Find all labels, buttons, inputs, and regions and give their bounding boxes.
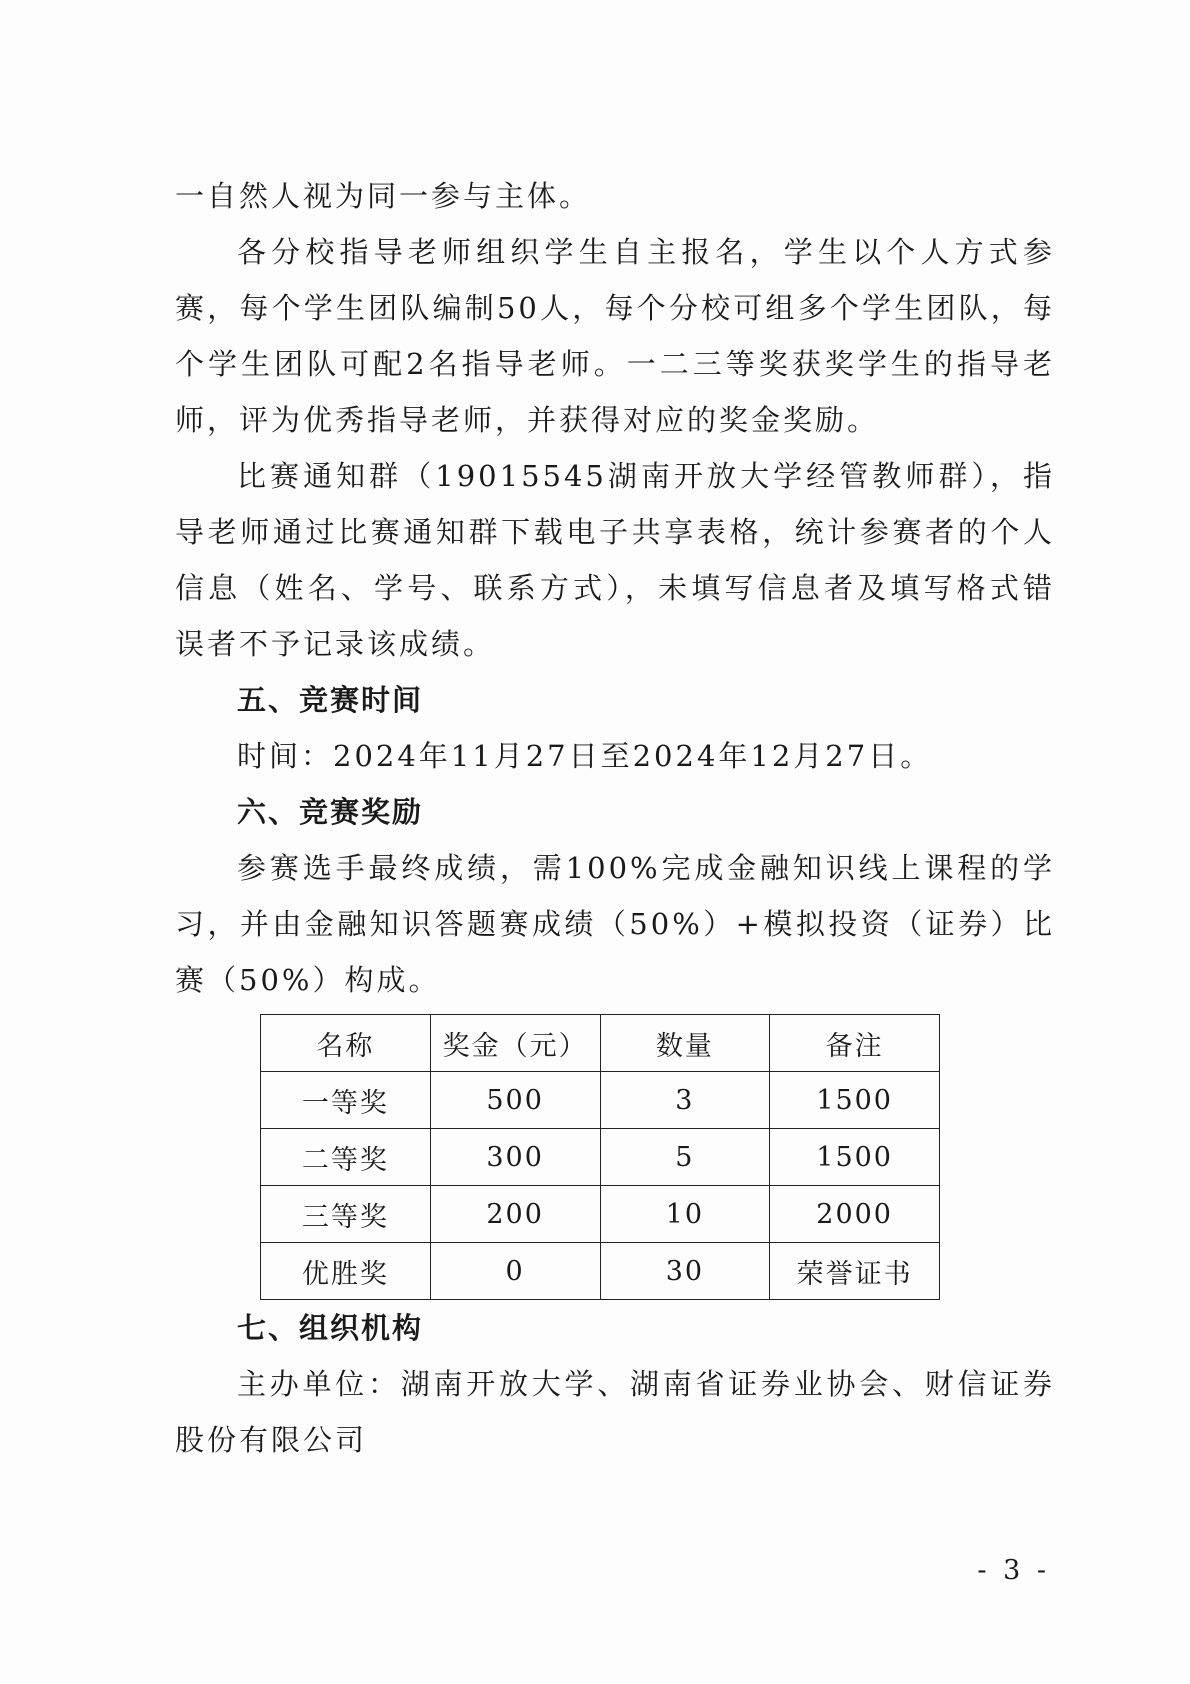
cell-remarks: 2000: [770, 1186, 940, 1243]
cell-quantity: 30: [600, 1243, 770, 1300]
cell-quantity: 3: [600, 1072, 770, 1129]
cell-quantity: 5: [600, 1129, 770, 1186]
heading-competition-time: 五、竞赛时间: [237, 683, 424, 717]
header-remarks: 备注: [770, 1015, 940, 1072]
cell-remarks: 1500: [770, 1072, 940, 1129]
table-row: [261, 1243, 940, 1300]
cell-remarks: 荣誉证书: [770, 1243, 940, 1300]
awards-table-wrapper: [260, 1014, 940, 1300]
header-prize-money: 奖金（元）: [430, 1015, 600, 1072]
paragraph-registration: 各分校指导老师组织学生自主报名，学生以个人方式参赛，每个学生团队编制50人，每个分校可组多个学生团队，每个学生团队可配2名指导老师。一二三等奖获奖学生的指导老师，评为优秀指导老师，并获得对应的奖金奖励。: [175, 235, 1055, 437]
cell-name: 优胜奖: [261, 1243, 431, 1300]
cell-name: 一等奖: [261, 1072, 431, 1129]
cell-prize-money: 300: [430, 1129, 600, 1186]
header-name: 名称: [261, 1015, 431, 1072]
cell-prize-money: 200: [430, 1186, 600, 1243]
heading-organization: 七、组织机构: [237, 1311, 424, 1345]
cell-quantity: 10: [600, 1186, 770, 1243]
paragraph-notification-group: 比赛通知群（19015545湖南开放大学经管教师群），指导老师通过比赛通知群下载电子共享表格，统计参赛者的个人信息（姓名、学号、联系方式），未填写信息者及填写格式错误者不予记录该成绩。: [175, 459, 1055, 661]
table-row: [261, 1186, 940, 1243]
table-header-row: [261, 1015, 940, 1072]
cell-prize-money: 500: [430, 1072, 600, 1129]
header-quantity: 数量: [600, 1015, 770, 1072]
paragraph-competition-awards: 参赛选手最终成绩，需100%完成金融知识线上课程的学习，并由金融知识答题赛成绩（50%）+模拟投资（证券）比赛（50%）构成。: [175, 851, 1055, 997]
cell-name: 二等奖: [261, 1129, 431, 1186]
table-row: [261, 1129, 940, 1186]
cell-remarks: 1500: [770, 1129, 940, 1186]
paragraph-competition-time: 时间：2024年11月27日至2024年12月27日。: [237, 739, 933, 773]
paragraph-participant-rule: 一自然人视为同一参与主体。: [175, 179, 592, 213]
paragraph-organizers: 主办单位：湖南开放大学、湖南省证券业协会、财信证券股份有限公司: [175, 1367, 1055, 1457]
table-row: [261, 1072, 940, 1129]
cell-prize-money: 0: [430, 1243, 600, 1300]
document-body: [175, 168, 1055, 1468]
page-number: - 3 -: [977, 1555, 1050, 1586]
cell-name: 三等奖: [261, 1186, 431, 1243]
awards-table: [260, 1014, 940, 1300]
heading-competition-awards: 六、竞赛奖励: [237, 795, 424, 829]
